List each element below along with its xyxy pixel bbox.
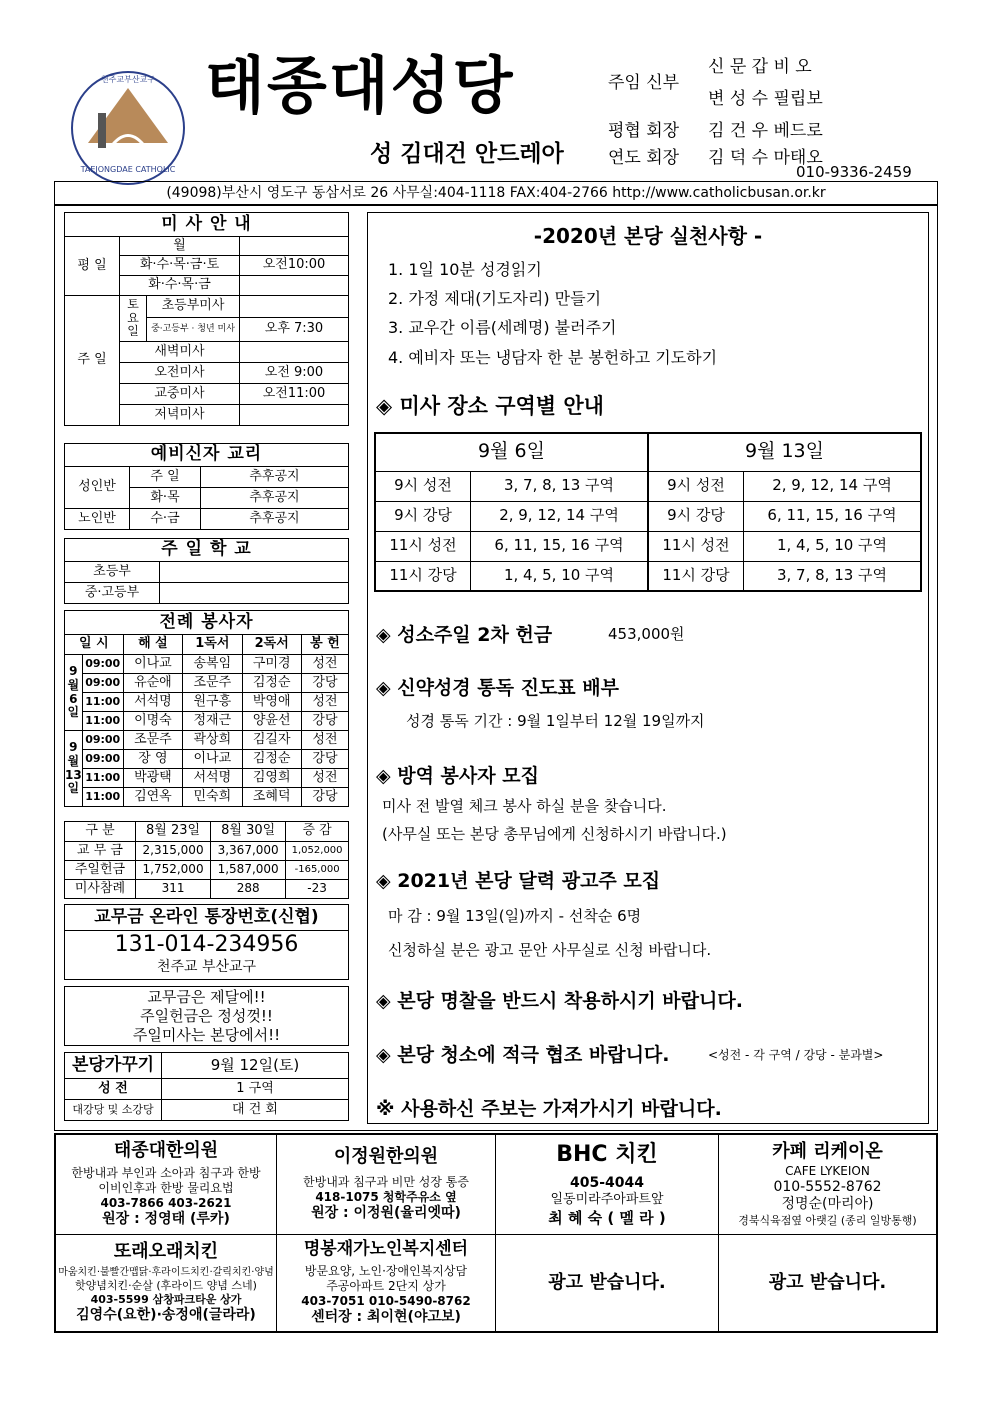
class-time: 추후공지 [201,488,349,509]
ad-line: 최 혜 숙 ( 멜 라 ) [548,1208,666,1227]
mass-table [64,212,349,426]
liturgy-cell: 민숙희 [183,788,242,807]
ad-line: 원장 : 정영태 (루카) [102,1210,230,1227]
zone-date: 9월 13일 [648,433,921,471]
finance-value: 2,315,000 [136,842,211,861]
liturgy-cell: 이명숙 [123,712,182,731]
notice-extra: <성전 - 각 구역 / 강당 - 분과별> [708,1048,884,1062]
mass-name: 초등부미사 [147,296,240,318]
class-day: 화·목 [130,488,201,509]
ad-line: 403-7051 010-5490-8762 [301,1293,471,1308]
liturgy-cell: 김길자 [242,731,301,750]
notice-line: (사무실 또는 본당 총무님에게 신청하시기 바랍니다.) [382,825,727,843]
finance-value: 3,367,000 [211,842,286,861]
liturgy-title: 전례 봉사자 [65,611,349,635]
finance-value: 288 [211,880,286,899]
zones-title: ◈ 미사 장소 구역별 안내 [376,394,604,418]
ad-line: 405-4044 [570,1174,644,1191]
notice-line: 마 감 : 9월 13일(일)까지 - 선착순 6명 [388,907,642,925]
liturgy-cell: 양윤선 [242,712,301,731]
decorate-who: 1 구역 [162,1079,349,1100]
slogan-line: 주일헌금은 정성껏!! [140,1007,273,1025]
decorate-place: 성 전 [65,1079,162,1100]
mass-time [240,276,349,296]
ad-name: 또래오래치킨 [113,1241,219,1263]
liturgy-header: 1독서 [183,635,242,655]
liturgy-header: 해 설 [123,635,182,655]
finance-header: 8월 23일 [136,822,211,842]
staff-role-council: 평협 회장 [608,121,680,141]
mass-name: 중·고등부 · 청년 미사 [147,318,240,342]
zone-mass: 11시 성전 [648,531,744,561]
ad-name: 명봉재가노인복지센터 [303,1239,469,1260]
decorate-title: 본당가꾸기 [65,1053,162,1079]
mass-name: 오전미사 [120,363,240,384]
zone-areas: 3, 7, 8, 13 구역 [744,561,922,591]
liturgy-cell: 장 영 [123,750,182,769]
ad-name: BHC 치킨 [556,1142,658,1168]
liturgy-time: 09:00 [82,655,123,674]
decorate-table [64,1052,349,1121]
decorate-who: 대 건 회 [162,1100,349,1121]
liturgy-header: 2독서 [242,635,301,655]
finance-label: 미사참례 [65,880,136,899]
church-seal [58,68,198,188]
zone-areas: 1, 4, 5, 10 구역 [744,531,922,561]
ad-line: 정명순(마리아) [781,1196,874,1213]
church-title: 태종대성당 [205,49,515,122]
staff-role-pastor: 주임 신부 [608,73,680,93]
ad-line: 원장 : 이정원(율리엣따) [311,1204,461,1221]
weekday-label: 평 일 [65,237,120,296]
ad-line: 마움치킨·불빨간맵닭·후라이드치킨·갈릭치킨·양념 [58,1266,274,1278]
slogan-line: 주일미사는 본당에서!! [132,1026,281,1044]
ad-name: 이정원한의원 [333,1146,439,1168]
ad-line: 403-7866 403-2621 [100,1195,232,1210]
ad-line: 한방내과 부인과 소아과 침구과 한방 [71,1165,261,1180]
mass-time [240,342,349,363]
mass-name: 교중미사 [120,384,240,405]
liturgy-cell: 강당 [301,674,348,693]
liturgy-cell: 곽상희 [183,731,242,750]
liturgy-cell: 성전 [301,693,348,712]
mass-day: 월 [120,237,240,256]
notice-title: ◈ 본당 명찰을 반드시 착용하시기 바랍니다. [376,990,743,1012]
zone-areas: 3, 7, 8, 13 구역 [471,471,649,501]
liturgy-cell: 강당 [301,788,348,807]
staff-name-assistant: 변 성 수 필립보 [708,89,823,109]
zone-areas: 2, 9, 12, 14 구역 [744,471,922,501]
liturgy-cell: 김정순 [242,674,301,693]
ad-line: 센터장 : 최이현(야고보) [311,1308,461,1325]
mass-time [240,237,349,256]
finance-diff: -23 [286,880,349,899]
patron-saint: 성 김대건 안드레아 [370,141,564,167]
liturgy-cell: 강당 [301,712,348,731]
class-day: 수·금 [130,509,201,530]
liturgy-cell: 성전 [301,769,348,788]
zones-table [374,432,922,592]
notice-title: ◈ 본당 청소에 적극 협조 바랍니다. [376,1044,670,1066]
mass-day: 화·수·목·금 [120,276,240,296]
ad-name: 태종대한의원 [113,1140,219,1162]
sunday-school-title: 주 일 학 교 [65,539,349,562]
ad-line: 403-5599 삼창파크타운 상가 [90,1293,242,1306]
notice-title: ◈ 신약성경 통독 진도표 배부 [376,677,619,699]
liturgy-cell: 성전 [301,655,348,674]
liturgy-cell: 송복임 [183,655,242,674]
zone-areas: 1, 4, 5, 10 구역 [471,561,649,591]
class-day: 주 일 [130,467,201,488]
zone-areas: 6, 11, 15, 16 구역 [471,531,649,561]
notice-title: ◈ 방역 봉사자 모집 [376,765,539,787]
staff-role-prayer: 연도 회장 [608,148,680,168]
finance-header: 구 분 [65,822,136,842]
class-group: 성인반 [65,467,130,509]
mass-time: 오후 7:30 [240,318,349,342]
liturgy-cell: 구미경 [242,655,301,674]
notice-line: 신청하실 분은 광고 문안 사무실로 신청 바랍니다. [388,941,712,959]
ad-line: 핫양념치킨·순살 (후라이드 양념 스네) [75,1279,257,1293]
zone-mass: 9시 성전 [375,471,471,501]
decorate-date: 9월 12일(토) [162,1053,349,1079]
class-time: 추후공지 [201,509,349,530]
notice-title: ◈ 2021년 본당 달력 광고주 모집 [376,870,661,892]
mass-title: 미 사 안 내 [65,213,349,237]
ad-line: 경북식육점옆 아랫길 (종리 일방통행) [738,1213,917,1227]
class-group: 노인반 [65,509,130,530]
svg-text:천주교부산교구: 천주교부산교구 [100,75,156,84]
ad-name: 카페 리케이온 [772,1141,883,1163]
saturday-label: 토 요 일 [120,296,147,342]
practice-item: 1. 1일 10분 성경읽기 [388,260,542,279]
practice-item: 3. 교우간 이름(세례명) 불러주기 [388,318,617,337]
finance-label: 교 무 금 [65,842,136,861]
zone-date: 9월 6일 [375,433,648,471]
ad-placeholder: 광고 받습니다. [548,1271,666,1293]
finance-header: 8월 30일 [211,822,286,842]
liturgy-cell: 박영애 [242,693,301,712]
liturgy-table [64,610,349,807]
liturgy-cell: 원구흥 [183,693,242,712]
practice-item: 4. 예비자 또는 냉담자 한 분 봉헌하고 기도하기 [388,348,718,367]
address-bar [54,181,938,205]
liturgy-cell: 김정순 [242,750,301,769]
mass-day: 화·수·목·금·토 [120,256,240,276]
catechumen-table [64,443,349,530]
liturgy-cell: 서석명 [183,769,242,788]
finance-table [64,821,349,899]
ad-line: 한방내과 침구과 비만 성장 통증 [303,1174,469,1189]
practice-item: 2. 가정 제대(기도자리) 만들기 [388,289,602,308]
sunday-label: 주 일 [65,296,120,426]
finance-label: 주일헌금 [65,861,136,880]
mass-name: 새벽미사 [120,342,240,363]
staff-name-council: 김 건 우 베드로 [708,121,823,141]
notice-title: ※ 사용하신 주보는 가져가시기 바랍니다. [376,1098,722,1120]
account-box [64,904,349,980]
liturgy-time: 09:00 [82,750,123,769]
slogan-line: 교무금은 제달에!! [147,988,266,1006]
liturgy-time: 11:00 [82,712,123,731]
catechumen-title: 예비신자 교리 [65,444,349,467]
phone-number: 010-9336-2459 [796,163,912,181]
slogan-box [64,986,349,1046]
liturgy-time: 09:00 [82,731,123,750]
finance-value: 311 [136,880,211,899]
practice-title: -2020년 본당 실천사항 - [533,224,763,248]
ad-line: 418-1075 청학주유소 옆 [315,1189,457,1204]
zone-mass: 11시 성전 [375,531,471,561]
staff-name-pastor: 신 문 갑 비 오 [708,57,812,77]
zone-areas: 2, 9, 12, 14 구역 [471,501,649,531]
ad-placeholder: 광고 받습니다. [768,1271,887,1293]
mass-time [240,405,349,426]
liturgy-cell: 이나교 [183,750,242,769]
liturgy-cell: 이나교 [123,655,182,674]
ad-line: 일동미라주아파트앞 [550,1192,664,1208]
decorate-place: 대강당 및 소강당 [65,1100,162,1121]
liturgy-time: 11:00 [82,693,123,712]
liturgy-date: 9월6일 [65,655,83,731]
liturgy-time: 09:00 [82,674,123,693]
mass-name: 저녁미사 [120,405,240,426]
ad-line: 이비인후과 한방 물리요법 [98,1180,234,1195]
liturgy-cell: 박광택 [123,769,182,788]
account-number: 131-014-234956 [114,932,299,957]
school-group: 중·고등부 [65,583,160,604]
zone-mass: 9시 강당 [648,501,744,531]
liturgy-cell: 조문주 [183,674,242,693]
zone-mass: 9시 성전 [648,471,744,501]
notice-extra: 453,000원 [608,625,685,643]
liturgy-cell: 김영희 [242,769,301,788]
notice-line: 성경 통독 기간 : 9월 1일부터 12월 19일까지 [406,712,705,730]
liturgy-header: 일 시 [65,635,124,655]
notice-title: ◈ 성소주일 2차 헌금 [376,624,553,646]
finance-diff: 1,052,000 [286,842,349,861]
ad-line: CAFE LYKEION [785,1163,870,1178]
liturgy-cell: 서석명 [123,693,182,712]
mass-time: 오전10:00 [240,256,349,276]
liturgy-cell: 정재근 [183,712,242,731]
school-group: 초등부 [65,562,160,583]
liturgy-cell: 유순애 [123,674,182,693]
mass-time: 오전11:00 [240,384,349,405]
ads-grid [54,1133,938,1333]
liturgy-cell: 강당 [301,750,348,769]
svg-text:TAEJONGDAE CATHOLIC: TAEJONGDAE CATHOLIC [80,165,176,174]
ad-line: 010-5552-8762 [773,1178,882,1195]
ad-line: 방문요양, 노인·장애인복지상담 [304,1263,468,1278]
finance-diff: -165,000 [286,861,349,880]
liturgy-header: 봉 헌 [301,635,348,655]
finance-header: 증 감 [286,822,349,842]
sunday-school-table [64,538,349,604]
ad-line: 김영수(요한)·송정애(글라라) [76,1306,256,1323]
staff-name-prayer: 김 덕 수 마태오 [708,148,823,168]
liturgy-date: 9월13일 [65,731,83,807]
address-text: (49098)부산시 영도구 동삼서로 26 사무실:404-1118 FAX:404-2766 http://www.catholicbusan.or.kr [166,185,826,201]
account-title: 교무금 온라인 통장번호(신협) [65,905,348,931]
zone-mass: 11시 강당 [648,561,744,591]
liturgy-cell: 조문주 [123,731,182,750]
zone-mass: 11시 강당 [375,561,471,591]
liturgy-cell: 조혜덕 [242,788,301,807]
zone-areas: 6, 11, 15, 16 구역 [744,501,922,531]
zone-mass: 9시 강당 [375,501,471,531]
finance-value: 1,752,000 [136,861,211,880]
mass-time: 오전 9:00 [240,363,349,384]
class-time: 추후공지 [201,467,349,488]
finance-value: 1,587,000 [211,861,286,880]
liturgy-time: 11:00 [82,788,123,807]
account-owner: 천주교 부산교구 [156,959,257,975]
liturgy-cell: 김연옥 [123,788,182,807]
liturgy-cell: 성전 [301,731,348,750]
notice-line: 미사 전 발열 체크 봉사 하실 분을 찾습니다. [382,797,667,815]
ad-line: 주공아파트 2단지 상가 [326,1278,446,1293]
liturgy-time: 11:00 [82,769,123,788]
